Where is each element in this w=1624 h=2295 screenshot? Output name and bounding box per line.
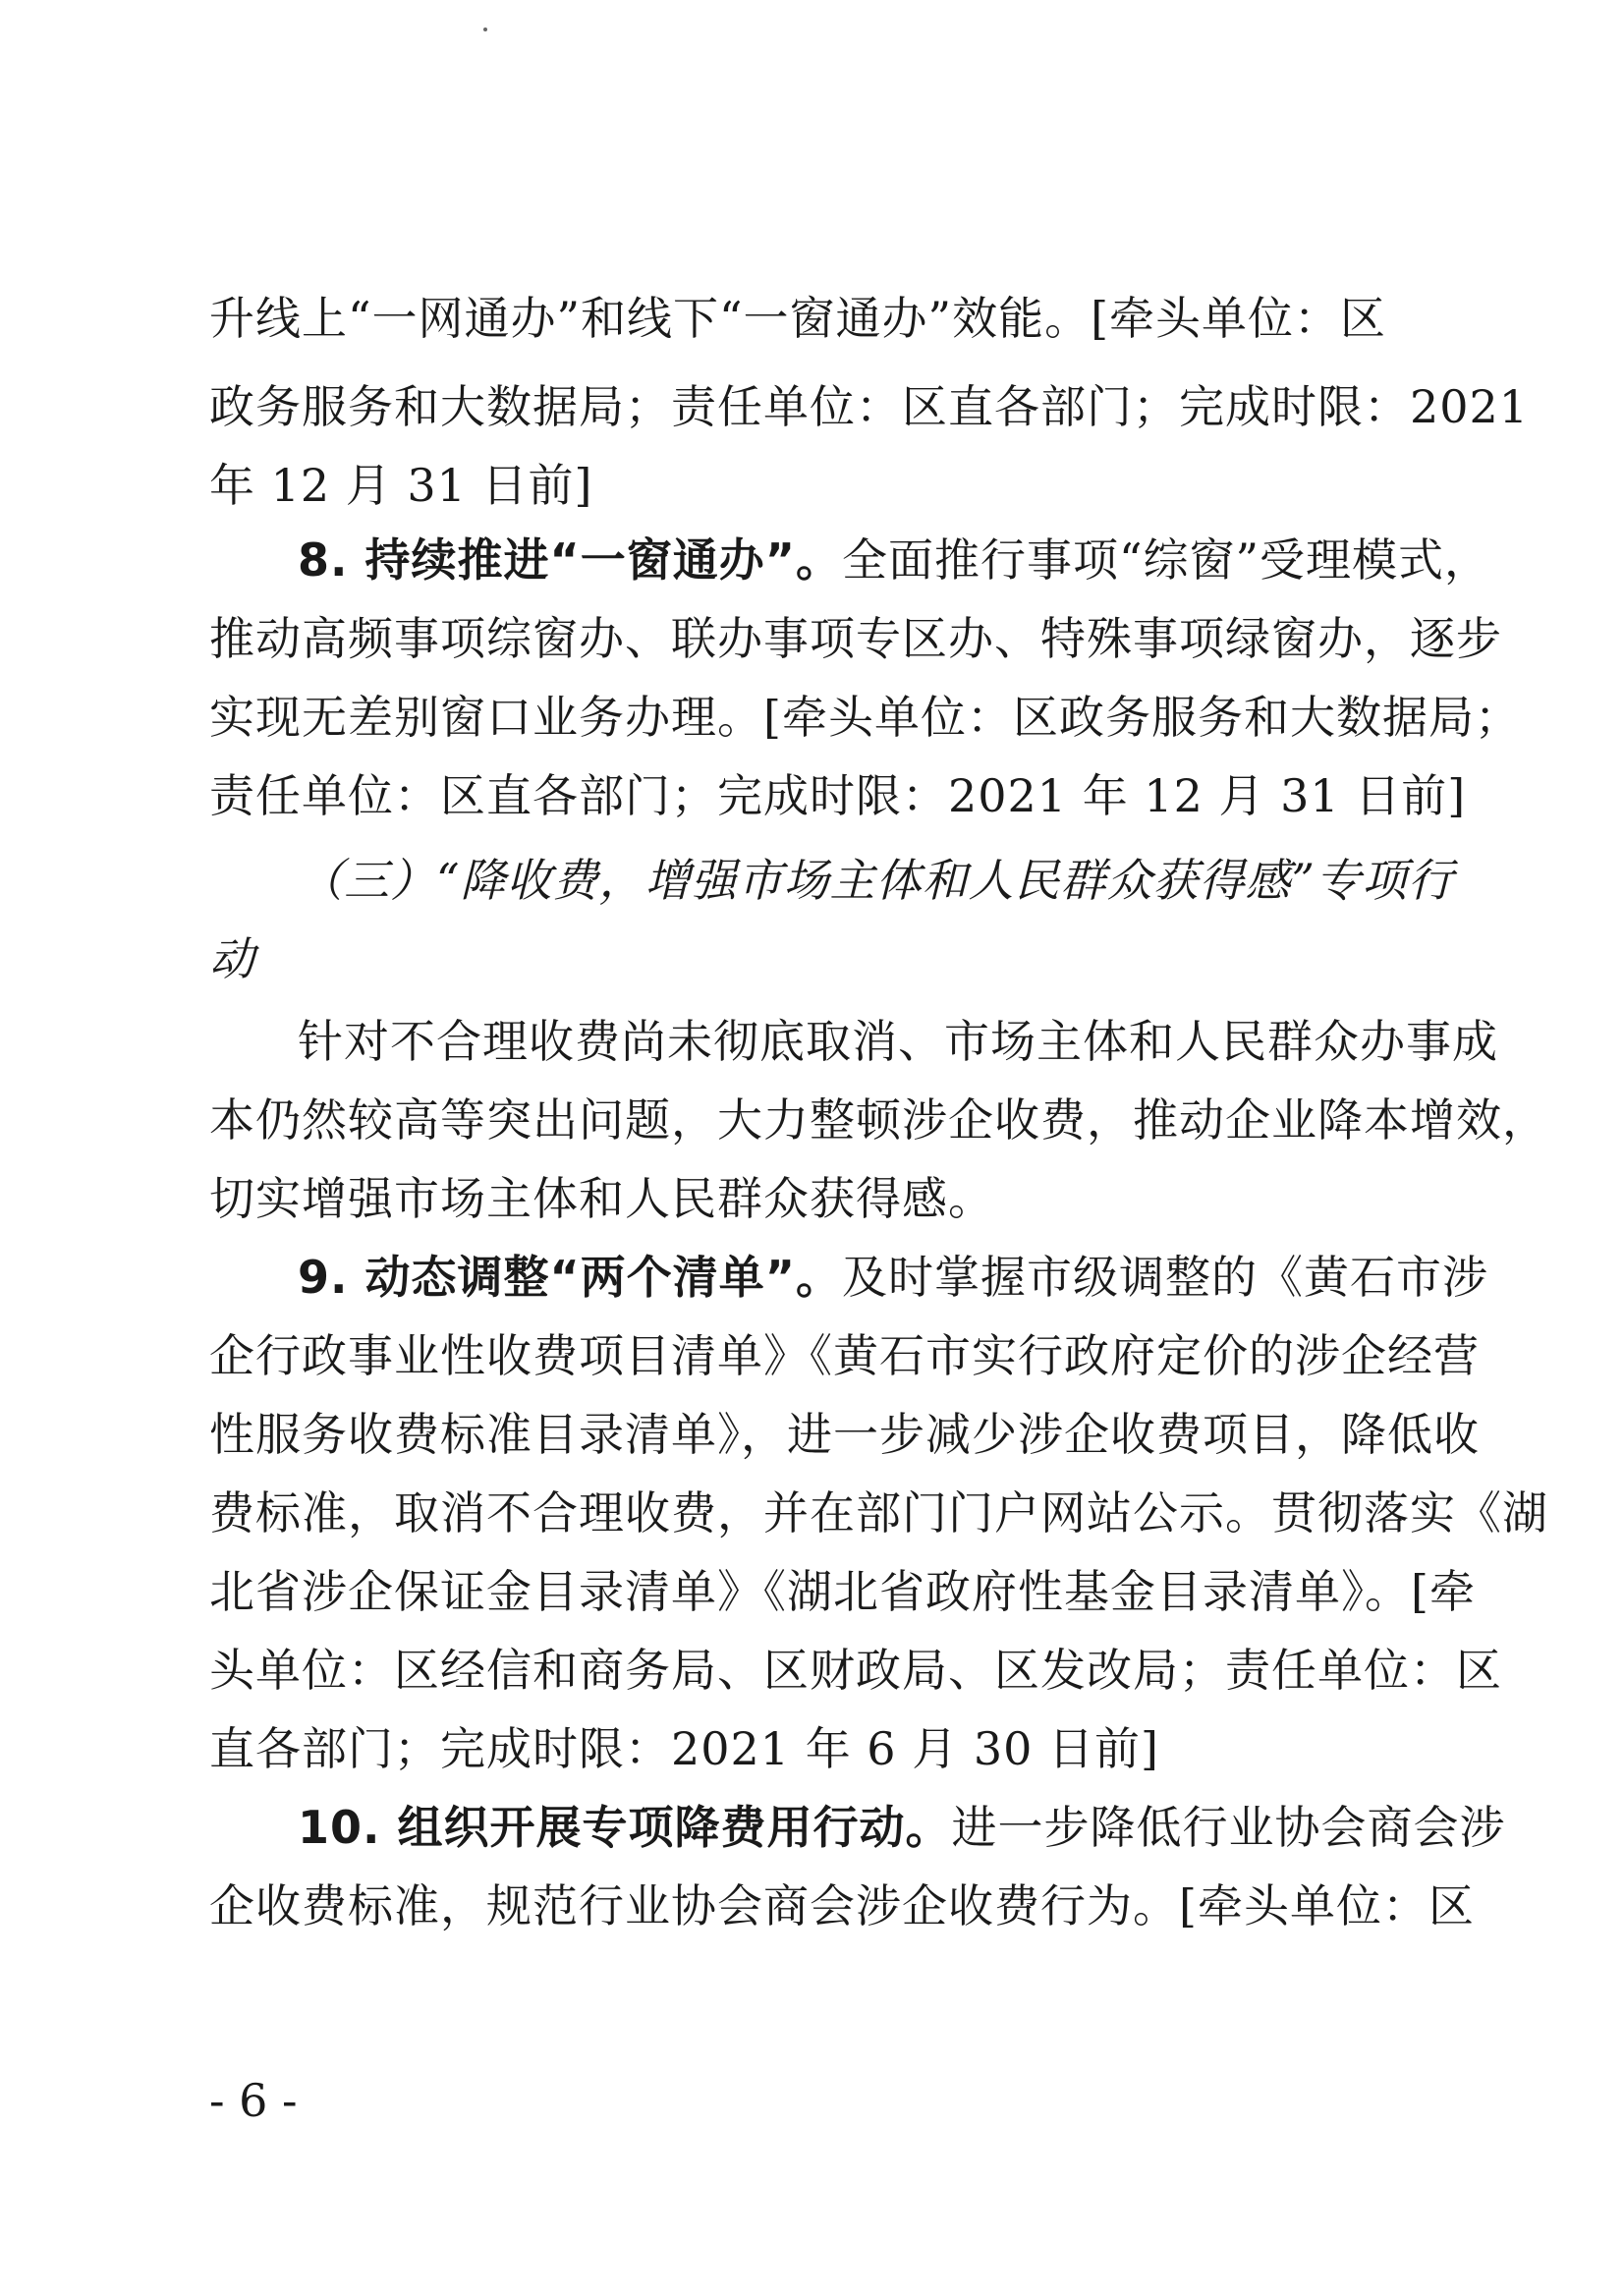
section-3-heading-line-2: 动: [209, 932, 255, 985]
section-3-heading-line-1: （三）“降收费，增强市场主体和人民群众获得感”专项行: [298, 854, 1455, 907]
item-9-line-1: [298, 1248, 1488, 1307]
body-line-1: 升线上“一网通办”和线下“一窗通办”效能。[牵头单位：区: [209, 292, 1387, 345]
body-line-21: 企收费标准，规范行业协会商会涉企收费行为。[牵头单位：区: [209, 1879, 1475, 1932]
body-line-3: 年 12 月 31 日前]: [209, 459, 593, 512]
item-10-line-1: [298, 1798, 1506, 1857]
scan-speck: [483, 28, 487, 31]
item-9-text: 及时掌握市级调整的《黄石市涉: [841, 1251, 1488, 1304]
body-line-19: 直各部门；完成时限：2021 年 6 月 30 日前]: [209, 1722, 1159, 1775]
body-line-17: 北省涉企保证金目录清单》《湖北省政府性基金目录清单》。[牵: [209, 1565, 1476, 1618]
body-line-5: 推动高频事项综窗办、联办事项专区办、特殊事项绿窗办，逐步: [209, 612, 1502, 665]
body-line-6: 实现无差别窗口业务办理。[牵头单位：区政务服务和大数据局；: [209, 691, 1521, 744]
item-10-title: 10. 组织开展专项降费用行动。: [298, 1801, 952, 1854]
body-line-16: 费标准，取消不合理收费，并在部门门户网站公示。贯彻落实《湖: [209, 1486, 1548, 1539]
item-8-title: 8. 持续推进“一窗通办”。: [298, 533, 842, 587]
body-line-15: 性服务收费标准目录清单》，进一步减少涉企收费项目，降低收: [209, 1408, 1480, 1461]
item-8-text: 全面推行事项“综窗”受理模式，: [841, 533, 1491, 587]
item-10-text: 进一步降低行业协会商会涉: [951, 1801, 1506, 1854]
body-line-7: 责任单位：区直各部门；完成时限：2021 年 12 月 31 日前]: [209, 769, 1467, 822]
item-8-line-1: [298, 531, 1490, 589]
item-9-title: 9. 动态调整“两个清单”。: [298, 1251, 842, 1304]
body-line-10: 针对不合理收费尚未彻底取消、市场主体和人民群众办事成: [298, 1015, 1498, 1068]
body-line-14: 企行政事业性收费项目清单》《黄石市实行政府定价的涉企经营: [209, 1329, 1480, 1382]
body-line-2: 政务服务和大数据局；责任单位：区直各部门；完成时限：2021: [209, 380, 1530, 433]
body-line-18: 头单位：区经信和商务局、区财政局、区发改局；责任单位：区: [209, 1644, 1502, 1697]
body-line-11: 本仍然较高等突出问题，大力整顿涉企收费，推动企业降本增效，: [209, 1093, 1548, 1147]
body-line-12: 切实增强市场主体和人民群众获得感。: [209, 1172, 994, 1225]
page-number: - 6 -: [209, 2074, 298, 2127]
